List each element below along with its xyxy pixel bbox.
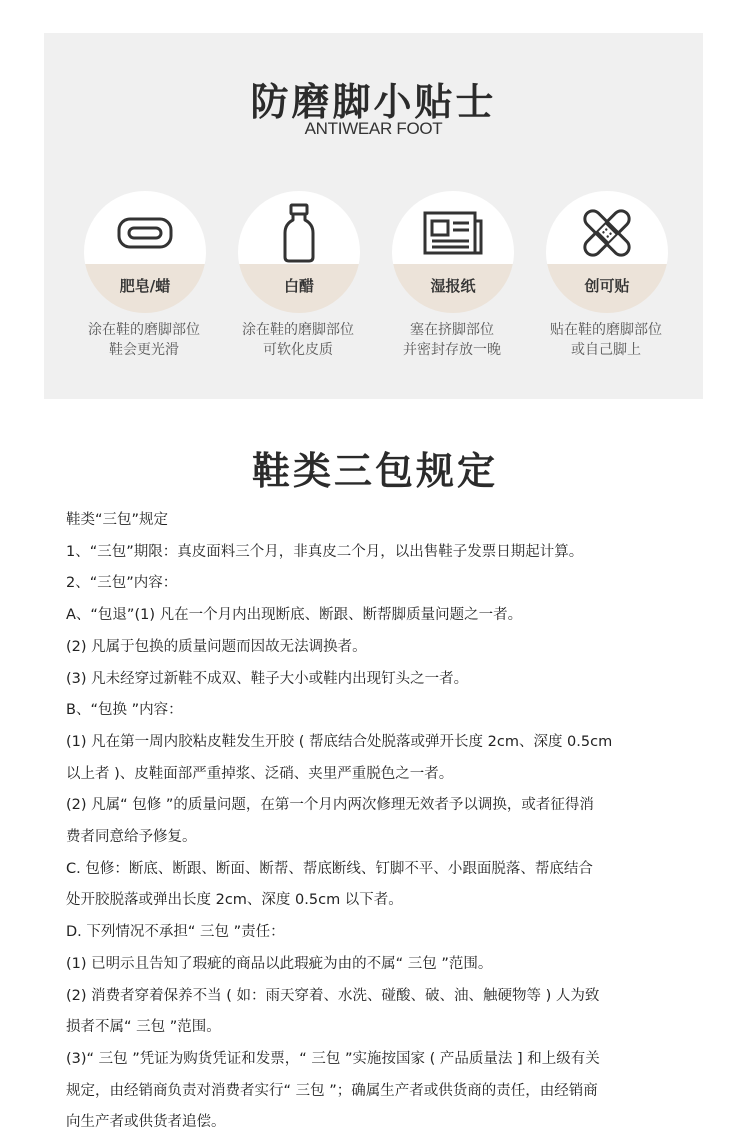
tip-newspaper <box>372 191 532 371</box>
policy-line: D. 下列情况不承担“ 三包 ”责任： <box>66 924 285 941</box>
tips-title: 防磨脚小贴士 <box>250 80 497 124</box>
tip-name: 创可贴 <box>584 277 630 295</box>
policy-line: C. 包修：断底、断跟、断面、断帮、帮底断线、钉脚不平、小跟面脱落、帮底结合 <box>66 860 593 877</box>
tip-circle <box>238 191 360 313</box>
policy-line: (3)“ 三包 ”凭证为购货凭证和发票，“ 三包 ”实施按国家 ( 产品质量法 ] 和上级有关 <box>66 1050 600 1067</box>
policy-line: (2) 凡属“ 包修 ”的质量问题，在第一个月内两次修理无效者予以调换，或者征得消 <box>66 797 594 814</box>
policy-line: 2、“三包”内容： <box>66 575 178 592</box>
tip-name: 白醋 <box>283 277 314 295</box>
tip-description: 涂在鞋的磨脚部位 可软化皮质 <box>242 322 354 358</box>
policy-line: 以上者 )、皮鞋面部严重掉浆、泛硝、夹里严重脱色之一者。 <box>66 765 454 782</box>
tip-bandage <box>526 191 686 371</box>
soap-icon <box>115 203 175 263</box>
tip-name: 肥皂/蜡 <box>119 277 171 295</box>
policy-line: 处开胶脱落或弹出长度 2cm、深度 0.5cm 以下者。 <box>66 892 403 909</box>
bandage-icon <box>577 203 637 263</box>
tip-description: 贴在鞋的磨脚部位 或自己脚上 <box>550 322 662 358</box>
policy-line: 损者不属“ 三包 ”范围。 <box>66 1019 221 1036</box>
policy-line: (1) 已明示且告知了瑕疵的商品以此瑕疵为由的不属“ 三包 ”范围。 <box>66 955 493 972</box>
policy-line: (3) 凡未经穿过新鞋不成双、鞋子大小或鞋内出现钉头之一者。 <box>66 670 469 687</box>
newspaper-icon <box>423 203 483 263</box>
bottle-icon <box>269 203 329 263</box>
tip-description: 塞在挤脚部位 并密封存放一晚 <box>403 322 501 358</box>
policy-line: 规定，由经销商负责对消费者实行“ 三包 ”；确属生产者或供货商的责任，由经销商 <box>66 1082 598 1099</box>
policy-line: (1) 凡在第一周内胶粘皮鞋发生开胶 ( 帮底结合处脱落或弹开长度 2cm、深度 0.5cm <box>66 733 613 750</box>
policy-line: (2) 消费者穿着保养不当 ( 如：雨天穿着、水洗、碰酸、破、油、触硬物等 ) 人为致 <box>66 987 600 1004</box>
policy-line: 费者同意给予修复。 <box>66 829 197 846</box>
tip-name: 湿报纸 <box>430 277 476 295</box>
tip-soap <box>64 191 224 371</box>
tip-description: 涂在鞋的磨脚部位 鞋会更光滑 <box>88 322 200 358</box>
tip-circle <box>392 191 514 313</box>
policy-line: 向生产者或供货者追偿。 <box>66 1114 226 1131</box>
tip-circle <box>84 191 206 313</box>
policy-line: 鞋类“三包”规定 <box>66 512 169 528</box>
anti-wear-tips-panel <box>44 33 703 399</box>
policy-line: (2) 凡属于包换的质量问题而因故无法调换者。 <box>66 638 367 655</box>
policy-body <box>66 505 696 1139</box>
policy-line: B、“包换 ”内容： <box>66 702 183 719</box>
tips-subtitle: ANTIWEAR FOOT <box>304 119 443 138</box>
tip-vinegar <box>218 191 378 371</box>
policy-title: 鞋类三包规定 <box>251 449 498 493</box>
tip-circle <box>546 191 668 313</box>
policy-line: 1、“三包”期限：真皮面料三个月，非真皮二个月，以出售鞋子发票日期起计算。 <box>66 543 584 560</box>
policy-line: A、“包退”(1) 凡在一个月内出现断底、断跟、断帮脚质量问题之一者。 <box>66 607 523 624</box>
